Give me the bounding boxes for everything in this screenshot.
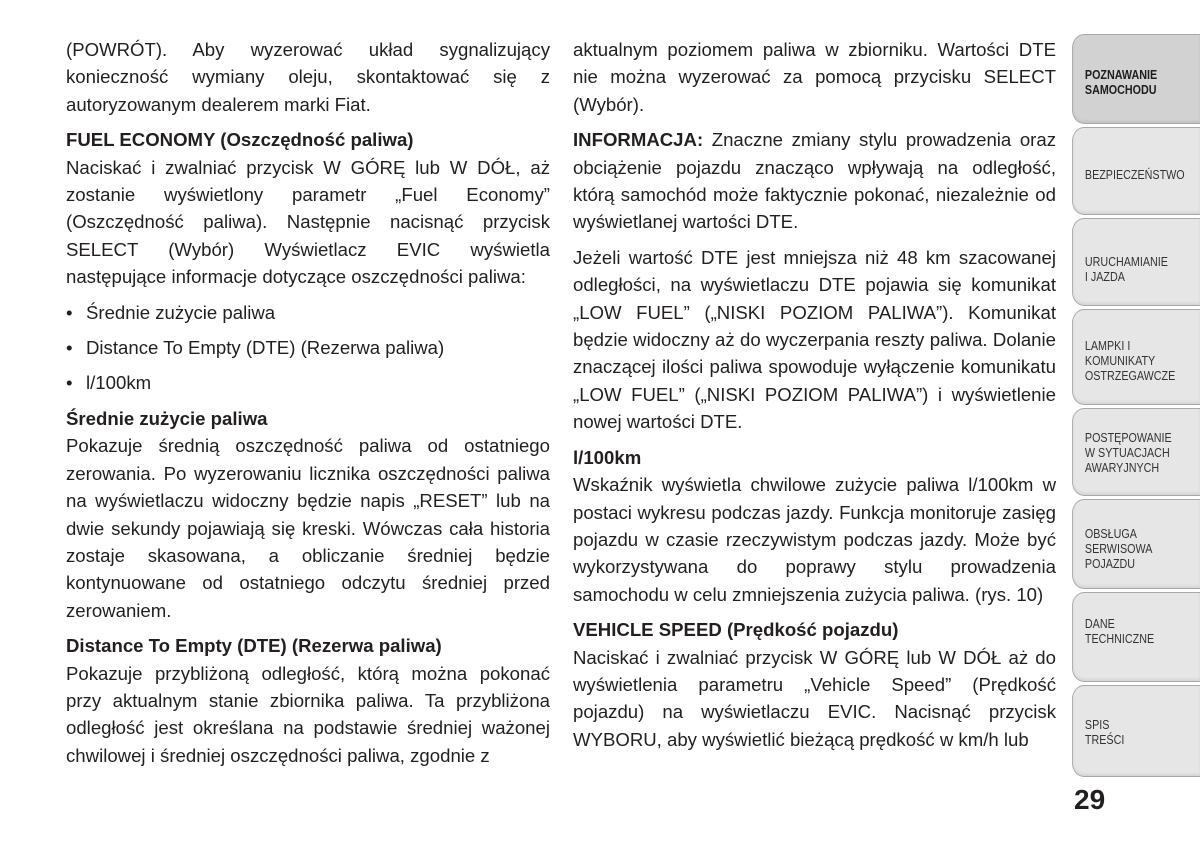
fuel-economy-paragraph: Naciskać i zwalniać przycisk W GÓRĘ lub W DÓŁ, aż zostanie wyświetlony parametr „Fuel Economy” (Oszczędność paliwa). Następnie nacisnąć przycisk SELECT (Wybór) Wyświetlacz EVIC wyświetla następujące informacje dotyczące oszczędności paliwa: xyxy=(66,156,550,288)
list-item: • Distance To Empty (DTE) (Rezerwa paliwa) xyxy=(66,334,550,361)
average-consumption-heading: Średnie zużycie paliwa xyxy=(66,407,268,429)
paragraph-reset-intro: (POWRÓT). Aby wyzerować układ sygnalizujący konieczność wymiany oleju, skontaktować się z autoryzowanym dealerem marki Fiat. xyxy=(66,39,550,115)
dte-heading: Distance To Empty (DTE) (Rezerwa paliwa) xyxy=(66,635,442,657)
tab-obsluga-serwisowa[interactable] xyxy=(1072,499,1200,589)
low-fuel-paragraph: Jeżeli wartość DTE jest mniejsza niż 48 km szacowanej odległości, na wyświetlaczu DTE pojawia się komunikat „LOW FUEL” („NISKI POZIOM PALIWA”). Komunikat będzie widoczny aż do wyczerpania reszty paliwa. Dolanie znaczącej ilości paliwa spowoduje wyłączenie komunikatu „LOW FUEL” („NISKI POZIOM PALIWA”) i wyświetlenie nowej wartości DTE. xyxy=(573,246,1056,433)
info-label: INFORMACJA: xyxy=(573,129,704,151)
tab-label: TREŚCI xyxy=(1084,733,1125,747)
tab-label: SPIS xyxy=(1084,718,1110,732)
tab-label: SERWISOWA xyxy=(1084,542,1153,556)
tab-dane-techniczne[interactable] xyxy=(1072,592,1200,682)
page-number: 29 xyxy=(1074,784,1106,815)
vehicle-speed-paragraph: Naciskać i zwalniać przycisk W GÓRĘ lub W DÓŁ aż do wyświetlenia parametru „Vehicle Speed” (Prędkość pojazdu) na wyświetlaczu EVIC. Nacisnąć przycisk WYBORU, aby wyświetlić bieżącą prędkość w km/h lub xyxy=(573,646,1056,750)
tab-label: POZNAWANIE xyxy=(1084,68,1158,82)
tab-lampki-i-komunikaty[interactable] xyxy=(1072,309,1200,405)
tab-label: KOMUNIKATY xyxy=(1084,354,1156,368)
tab-label: AWARYJNYCH xyxy=(1084,461,1160,475)
tab-label: W SYTUACJACH xyxy=(1084,446,1170,460)
tab-label: OSTRZEGAWCZE xyxy=(1084,369,1176,383)
tab-label: DANE xyxy=(1084,617,1115,631)
bullet-icon: • xyxy=(66,301,73,323)
fuel-economy-list xyxy=(66,299,550,397)
dte-paragraph: Pokazuje przybliżoną odległość, którą można pokonać przy aktualnym stanie zbiornika paliwa. Ta przybliżona odległość jest określana na podstawie średniej ważonej chwilowej i średniej oszczędności paliwa, zgodnie z xyxy=(66,662,550,766)
tab-label: POSTĘPOWANIE xyxy=(1084,431,1172,445)
tab-uruchamianie-i-jazda[interactable] xyxy=(1072,218,1200,306)
average-consumption-paragraph: Pokazuje średnią oszczędność paliwa od ostatniego zerowania. Po wyzerowaniu licznika oszczędności paliwa na wyświetlaczu widoczny będzie napis „RESET” lub na dwie sekundy pojawiają się kreski. Wówczas cała historia zostaje skasowana, a obliczanie średniej będzie kontynuowane od ostatniego odczytu średniej przed zerowaniem. xyxy=(66,435,550,621)
tab-label: OBSŁUGA xyxy=(1084,527,1137,541)
tab-label: SAMOCHODU xyxy=(1084,83,1157,97)
tab-spis-tresci[interactable] xyxy=(1072,685,1200,777)
tab-bezpieczenstwo[interactable] xyxy=(1072,127,1200,215)
vehicle-speed-heading: VEHICLE SPEED (Prędkość pojazdu) xyxy=(573,619,899,641)
tab-label: URUCHAMIANIE xyxy=(1084,255,1168,269)
tab-label: LAMPKI I xyxy=(1084,339,1131,353)
left-column xyxy=(66,36,550,777)
bullet-icon: • xyxy=(66,372,73,394)
tab-poznawanie-samochodu[interactable] xyxy=(1072,34,1200,124)
info-note xyxy=(573,126,1056,236)
fuel-economy-heading: FUEL ECONOMY (Oszczędność paliwa) xyxy=(66,129,414,151)
info-text: Znaczne zmiany stylu prowadzenia oraz obciążenie pojazdu znacząco wpływają na odległość, którą samochód może faktycznie pokonać, niezależnie od wyświetlanej wartości DTE. xyxy=(573,129,1056,233)
l100km-heading: l/100km xyxy=(573,446,642,468)
right-column xyxy=(573,36,1056,761)
section-tabs xyxy=(1072,34,1200,780)
tab-label: BEZPIECZEŃSTWO xyxy=(1084,168,1185,182)
tab-label: POJAZDU xyxy=(1084,557,1136,571)
tab-label: TECHNICZNE xyxy=(1084,632,1155,646)
dte-continued-paragraph: aktualnym poziomem paliwa w zbiorniku. Wartości DTE nie można wyzerować za pomocą przycisku SELECT (Wybór). xyxy=(573,39,1056,115)
l100km-paragraph: Wskaźnik wyświetla chwilowe zużycie paliwa l/100km w postaci wykresu podczas jazdy. Funkcja monitoruje zasięg pojazdu w czasie rzeczywistym podczas jazdy. Może być wykorzystywana do poprawy stylu prowadzenia samochodu w celu zmniejszenia zużycia paliwa. (rys. 10) xyxy=(573,474,1056,605)
list-item: • Średnie zużycie paliwa xyxy=(66,299,550,326)
bullet-icon: • xyxy=(66,337,73,359)
tab-postepowanie-awaryjne[interactable] xyxy=(1072,408,1200,496)
list-item: • l/100km xyxy=(66,369,550,396)
tab-label: I JAZDA xyxy=(1084,270,1125,284)
